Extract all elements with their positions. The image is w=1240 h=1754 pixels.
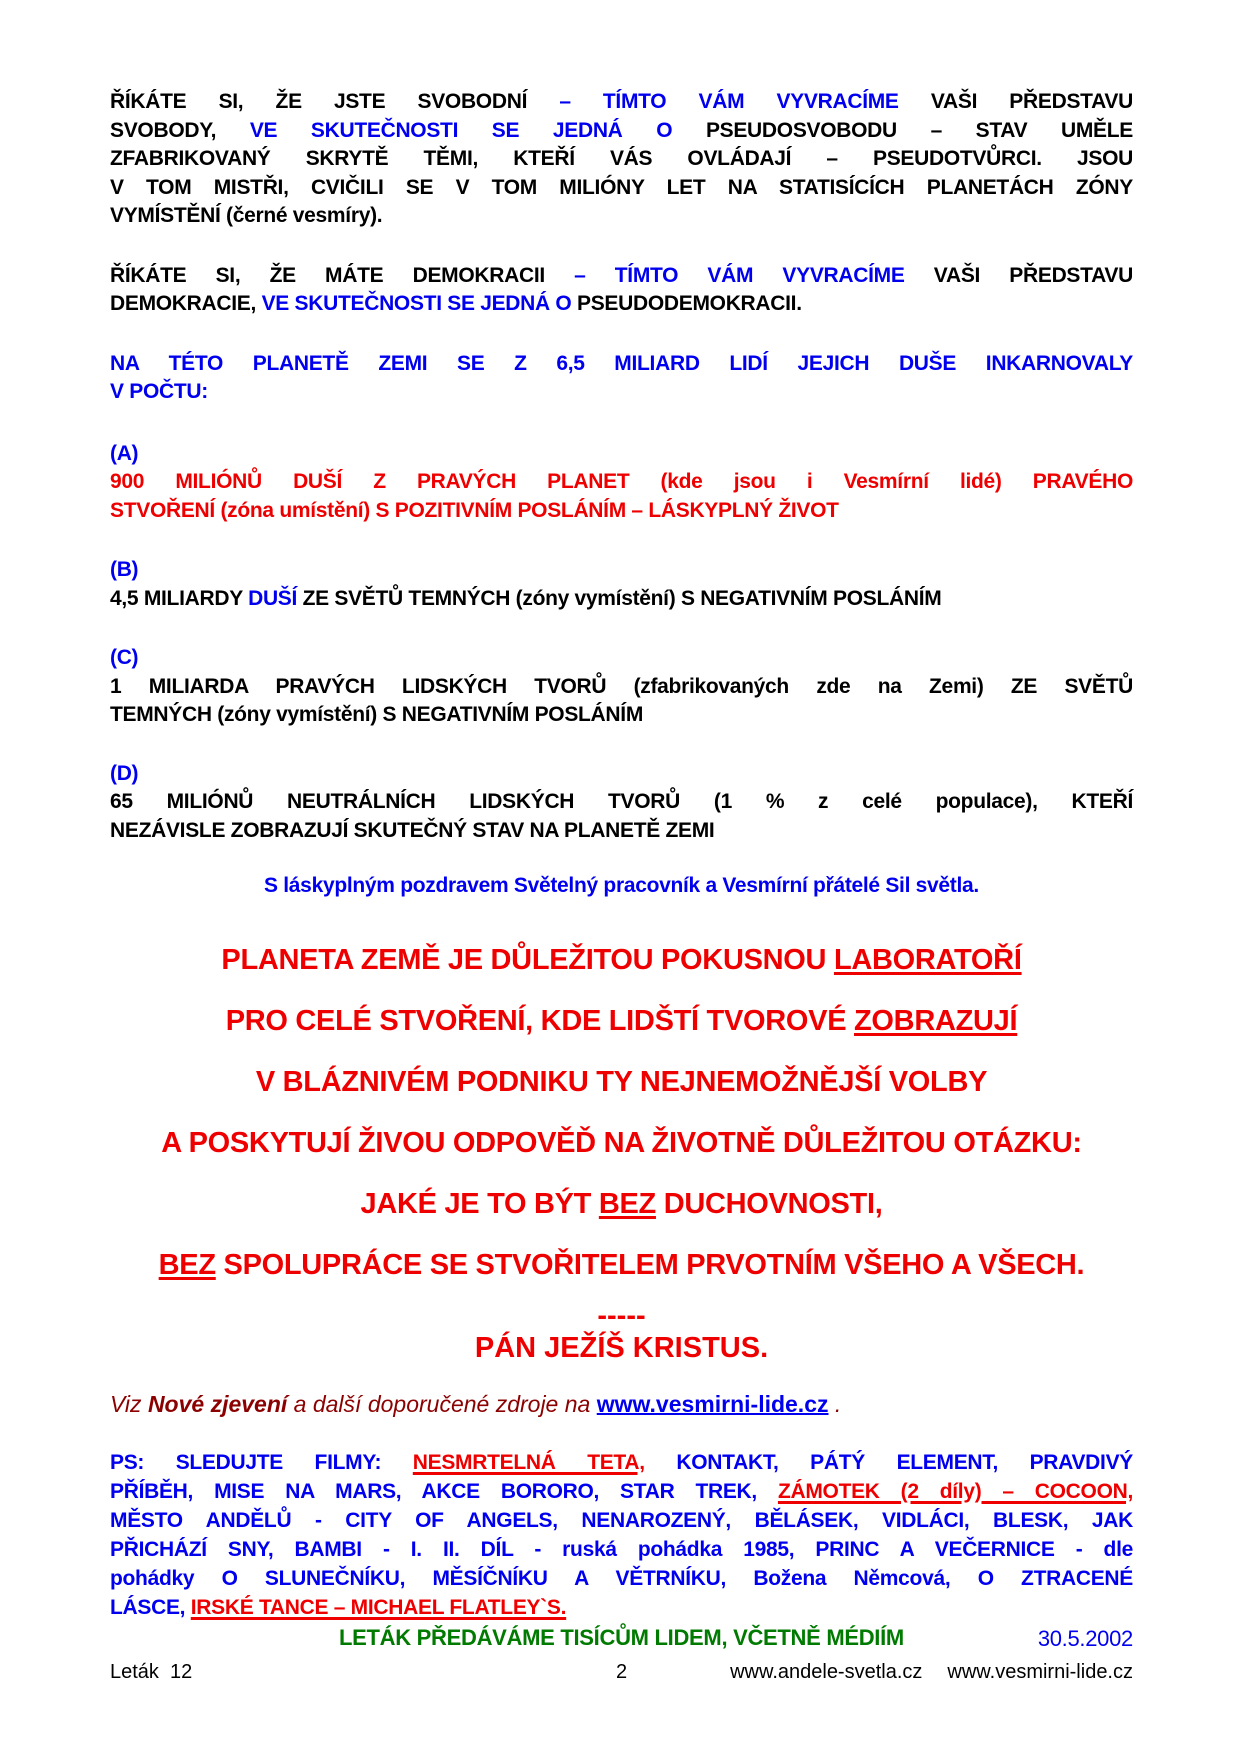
text-segment: LÁSCE, xyxy=(110,1595,191,1619)
text-line xyxy=(110,117,1133,146)
leaflet-content xyxy=(110,88,1133,1684)
paragraph-svoboda xyxy=(110,88,1133,231)
text-segment: A POSKYTUJÍ ŽIVOU ODPOVĚĎ NA ŽIVOTNĚ DŮLEŽITOU OTÁZKU: xyxy=(161,1126,1082,1159)
section-a-label: (A) xyxy=(110,441,139,465)
text-segment: ZÁMOTEK (2 díly) – COCOON, xyxy=(777,1479,1134,1503)
text-line xyxy=(110,202,1133,231)
text-segment: PRO CELÉ STVOŘENÍ, KDE LIDŠTÍ TVOROVÉ xyxy=(225,1004,855,1037)
text-segment: – TÍMTO VÁM VYVRACÍME xyxy=(574,263,905,287)
vesmirni-lide-link[interactable]: www.vesmirni-lide.cz xyxy=(596,1390,829,1417)
text-line xyxy=(110,673,1133,702)
text-line xyxy=(110,497,1133,526)
jesus-title: PÁN JEŽÍŠ KRISTUS. xyxy=(474,1331,769,1364)
text-line xyxy=(110,350,1133,379)
text-segment: Viz xyxy=(110,1390,148,1417)
text-segment: VE SKUTEČNOSTI SE JEDNÁ O xyxy=(249,118,673,142)
text-segment: V BLÁZNIVÉM PODNIKU TY NEJNEMOŽNĚJŠÍ VOLBY xyxy=(255,1065,988,1098)
text-segment: JAKÉ JE TO BÝT xyxy=(360,1187,599,1220)
text-segment: a další doporučené zdroje na xyxy=(287,1390,597,1417)
text-line xyxy=(110,378,1133,407)
text-line xyxy=(110,1126,1133,1160)
text-segment: . xyxy=(828,1390,842,1417)
text-segment: PS: SLEDUJTE FILMY: xyxy=(110,1450,413,1474)
text-segment: NA TÉTO PLANETĚ ZEMI SE Z 6,5 MILIARD LIDÍ JEJICH DUŠE INKARNOVALY xyxy=(110,351,1133,375)
paragraph-demokracie xyxy=(110,262,1133,319)
text-segment: V TOM MISTŘI, CVIČILI SE V TOM MILIÓNY LET NA STATISÍCÍCH PLANETÁCH ZÓNY xyxy=(110,175,1133,199)
date-text: 30.5.2002 xyxy=(1037,1625,1133,1651)
section-c-body xyxy=(110,673,1133,730)
distribution-row xyxy=(110,1625,1133,1654)
text-segment: ZFABRIKOVANÝ SKRYTĚ TĚMI, KTEŘÍ VÁS OVLÁDAJÍ – PSEUDOTVŮRCI. JSOU xyxy=(110,147,1133,170)
text-segment: IRSKÉ TANCE – MICHAEL FLATLEY`S. xyxy=(190,1595,567,1619)
text-segment: BEZ xyxy=(598,1187,656,1220)
text-segment: ZOBRAZUJÍ xyxy=(854,1004,1018,1037)
section-d-body xyxy=(110,788,1133,845)
text-segment: LABORATOŘÍ xyxy=(833,943,1022,976)
text-line xyxy=(110,1506,1133,1535)
text-line xyxy=(110,788,1133,817)
text-segment: SPOLUPRÁCE SE STVOŘITELEM PRVOTNÍM VŠEHO A VŠECH. xyxy=(215,1248,1085,1281)
section-d-label: (D) xyxy=(110,761,139,785)
text-segment: DUŠÍ xyxy=(248,586,298,610)
text-segment: – TÍMTO VÁM VYVRACÍME xyxy=(559,90,899,113)
text-segment: NEZÁVISLE ZOBRAZUJÍ SKUTEČNÝ STAV NA PLANETĚ ZEMI xyxy=(110,818,715,842)
text-segment: STVOŘENÍ (zóna umístění) S POZITIVNÍM POSLÁNÍM – LÁSKYPLNÝ ŽIVOT xyxy=(110,498,839,522)
text-segment: VAŠI PŘEDSTAVU xyxy=(904,263,1133,287)
text-segment: VYMÍSTĚNÍ (černé vesmíry). xyxy=(110,204,383,227)
text-segment: ZE SVĚTŮ TEMNÝCH (zóny vymístění) S NEGATIVNÍM POSLÁNÍM xyxy=(297,586,942,610)
text-segment: PLANETA ZEMĚ JE DŮLEŽITOU POKUSNOU xyxy=(221,943,834,976)
text-line xyxy=(110,1448,1133,1477)
text-segment: VE SKUTEČNOSTI SE JEDNÁ O xyxy=(261,292,572,315)
text-line xyxy=(110,943,1133,977)
text-segment: PSEUDOSVOBODU – STAV UMĚLE xyxy=(672,118,1133,142)
text-line xyxy=(110,1065,1133,1099)
text-line xyxy=(110,1564,1133,1593)
text-line xyxy=(110,145,1133,174)
text-line xyxy=(110,1535,1133,1564)
text-line xyxy=(110,290,1133,319)
text-segment: 65 MILIÓNŮ NEUTRÁLNÍCH LIDSKÝCH TVORŮ (1 % z celé populace), KTEŘÍ xyxy=(110,790,1133,813)
text-segment: V POČTU: xyxy=(110,380,208,403)
text-segment: pohádky O SLUNEČNÍKU, MĚSÍČNÍKU A VĚTRNÍKU, Božena Němcová, O ZTRACENÉ xyxy=(110,1566,1133,1590)
text-line xyxy=(110,468,1133,497)
text-segment: DUCHOVNOSTI, xyxy=(655,1187,883,1220)
text-segment: ŘÍKÁTE SI, ŽE MÁTE DEMOKRACII xyxy=(110,263,575,287)
footer-leaflet-number: Leták 12 xyxy=(110,1660,193,1683)
section-c xyxy=(110,644,1133,730)
paragraph-inkarnace xyxy=(110,350,1133,407)
text-segment: Nové zjevení xyxy=(147,1390,288,1417)
section-a xyxy=(110,440,1133,526)
text-line xyxy=(110,1593,1133,1622)
text-line xyxy=(110,174,1133,203)
text-line xyxy=(110,1004,1133,1038)
text-line xyxy=(110,1389,1133,1419)
text-line xyxy=(110,1477,1133,1506)
text-line xyxy=(110,701,1133,730)
text-segment: PŘICHÁZÍ SNY, BAMBI - I. II. DÍL - ruská pohádka 1985, PRINC A VEČERNICE - dle xyxy=(110,1537,1133,1561)
text-segment: KONTAKT, PÁTÝ ELEMENT, PRAVDIVÝ xyxy=(644,1450,1133,1474)
text-segment: 1 MILIARDA PRAVÝCH LIDSKÝCH TVORŮ (zfabrikovaných zde na Zemi) ZE SVĚTŮ xyxy=(110,674,1133,698)
footer-page-number: 2 xyxy=(615,1660,628,1683)
text-segment: 900 MILIÓNŮ DUŠÍ Z PRAVÝCH PLANET (kde jsou i Vesmírní lidé) PRAVÉHO xyxy=(110,470,1133,493)
text-segment: MĚSTO ANDĚLŮ - CITY OF ANGELS, NENAROZENÝ, BĚLÁSEK, VIDLÁCI, BLESK, JAK xyxy=(110,1508,1133,1532)
text-segment: ŘÍKÁTE SI, ŽE JSTE SVOBODNÍ xyxy=(110,90,560,113)
ps-films-paragraph xyxy=(110,1448,1133,1622)
distribution-note: LETÁK PŘEDÁVÁME TISÍCŮM LIDEM, VČETNĚ MÉDIÍM xyxy=(339,1624,904,1650)
text-segment: PŘÍBĚH, MISE NA MARS, AKCE BORORO, STAR TREK, xyxy=(110,1479,778,1503)
footer-sites xyxy=(627,1660,1133,1684)
text-segment: BEZ xyxy=(158,1248,216,1281)
text-segment: DEMOKRACIE, xyxy=(110,292,262,315)
footer xyxy=(110,1660,1133,1684)
text-segment: TEMNÝCH (zóny vymístění) S NEGATIVNÍM POSLÁNÍM xyxy=(110,703,644,726)
divider-dashes: ----- xyxy=(597,1299,646,1332)
section-d xyxy=(110,760,1133,846)
proclamation xyxy=(110,943,1133,1365)
text-segment: VAŠI PŘEDSTAVU xyxy=(898,90,1134,113)
section-b-body xyxy=(110,585,1133,614)
text-segment: 4,5 MILIARDY xyxy=(110,586,249,610)
text-segment: NESMRTELNÁ TETA, xyxy=(412,1450,645,1474)
signoff-line: S láskyplným pozdravem Světelný pracovník a Vesmírní přátelé Sil světla. xyxy=(264,874,979,897)
text-line xyxy=(110,262,1133,291)
section-b xyxy=(110,556,1133,613)
section-c-label: (C) xyxy=(110,646,139,669)
source-reference-line xyxy=(110,1389,1133,1419)
text-line xyxy=(110,817,1133,846)
proclamation-lines xyxy=(110,943,1133,1282)
section-a-body xyxy=(110,468,1133,525)
footer-site-andele: www.andele-svetla.cz xyxy=(730,1660,923,1683)
section-b-label: (B) xyxy=(110,558,139,581)
text-segment: SVOBODY, xyxy=(110,118,250,142)
text-line xyxy=(110,585,1133,614)
text-segment: PSEUDODEMOKRACII. xyxy=(571,292,802,315)
text-line xyxy=(110,1187,1133,1221)
text-line xyxy=(110,88,1133,117)
footer-site-vesmirni: www.vesmirni-lide.cz xyxy=(947,1660,1133,1683)
text-line xyxy=(110,1248,1133,1282)
